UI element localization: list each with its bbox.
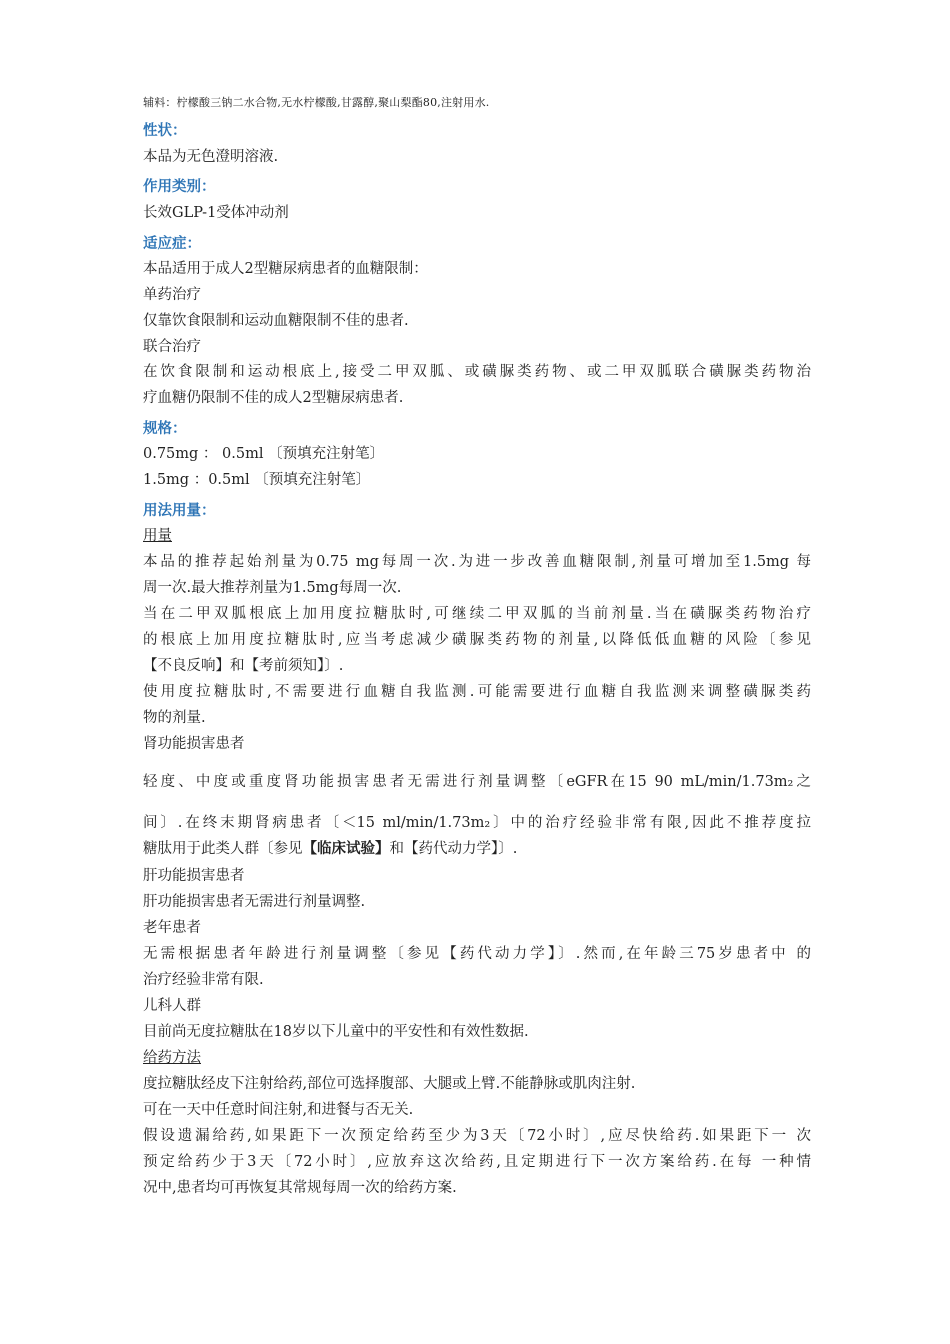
dose-text-2: 周一次.最大推荐剂量为1.5mg每周一次. xyxy=(143,580,402,596)
administration-text-5: 况中,患者均可再恢复其常规每周一次的给药方案. xyxy=(143,1180,457,1196)
heading-properties: 性状： xyxy=(143,123,187,139)
renal-text-3a: 糖肽用于此类人群〔参见 xyxy=(143,841,303,857)
heading-usage: 用法用量： xyxy=(143,503,216,519)
dose-text-4: 的根底上加用度拉糖肽时,应当考虑减少磺脲类药物的剂量,以降低低血糖的风险〔参见 xyxy=(143,632,811,648)
dose-text-7: 物的剂量. xyxy=(143,710,206,726)
indications-combo-title: 联合治疗 xyxy=(143,339,201,355)
indications-combo-text-2: 疗血糖仍限制不佳的成人2型糖尿病患者. xyxy=(143,390,404,406)
renal-text-3 xyxy=(143,839,811,859)
hepatic-subheading: 肝功能损害患者 xyxy=(143,868,245,884)
administration-text-1: 度拉糖肽经皮下注射给药,部位可选择腹部、大腿或上臂.不能静脉或肌肉注射. xyxy=(143,1076,636,1092)
renal-text-2: 间〕.在终末期肾病患者〔＜15 ml/min/1.73m₂〕中的治疗经验非常有限,因此不推荐度拉 xyxy=(143,815,811,831)
administration-text-2: 可在一天中任意时间注射,和进餐与否无关. xyxy=(143,1102,414,1118)
elderly-subheading: 老年患者 xyxy=(143,920,201,936)
renal-text-3c: 和【药代动力学】〕. xyxy=(389,841,518,857)
hepatic-text: 肝功能损害患者无需进行剂量调整. xyxy=(143,894,366,910)
elderly-text-1: 无需根据患者年龄进行剂量调整〔参见【药代动力学】〕.然而,在年龄三75岁患者中 的 xyxy=(143,946,811,962)
dose-text-5: 【不良反响】和【考前须知】〕. xyxy=(143,658,344,674)
heading-indications: 适应症： xyxy=(143,236,201,252)
indications-mono-title: 单药治疗 xyxy=(143,287,201,303)
properties-text: 本品为无色澄明溶液. xyxy=(143,149,279,165)
indications-combo-text-1: 在饮食限制和运动根底上,接受二甲双胍、或磺脲类药物、或二甲双胍联合磺脲类药物治 xyxy=(143,364,811,380)
pediatric-subheading: 儿科人群 xyxy=(143,998,201,1014)
dose-text-1: 本品的推荐起始剂量为0.75 mg每周一次.为进一步改善血糖限制,剂量可增加至1.5mg 每 xyxy=(143,554,811,570)
administration-subheading: 给药方法 xyxy=(143,1050,201,1066)
pediatric-text: 目前尚无度拉糖肽在18岁以下儿童中的平安性和有效性数据. xyxy=(143,1024,529,1040)
heading-spec: 规格： xyxy=(143,421,187,437)
dose-text-3: 当在二甲双胍根底上加用度拉糖肽时,可继续二甲双胍的当前剂量.当在磺脲类药物治疗 xyxy=(143,606,811,622)
renal-text-1: 轻度、中度或重度肾功能损害患者无需进行剂量调整〔eGFR在15 90 mL/min/1.73m₂之 xyxy=(143,774,811,790)
clinical-trials-ref: 【临床试验】 xyxy=(302,841,390,857)
excipients-text: 辅料：柠檬酸三钠二水合物,无水柠檬酸,甘露醇,聚山梨酯80,注射用水. xyxy=(143,96,490,109)
spec-line-1: 0.75mg ： 0.5ml 〔预填充注射笔〕 xyxy=(143,446,385,462)
indications-mono-text: 仅靠饮食限制和运动血糖限制不佳的患者. xyxy=(143,313,409,329)
renal-subheading: 肾功能损害患者 xyxy=(143,736,245,752)
dose-text-6: 使用度拉糖肽时,不需要进行血糖自我监测.可能需要进行血糖自我监测来调整磺脲类药 xyxy=(143,684,811,700)
category-text: 长效GLP-1受体冲动剂 xyxy=(143,205,289,221)
heading-category: 作用类别： xyxy=(143,179,216,195)
administration-text-4: 预定给药少于3天〔72小时〕,应放弃这次给药,且定期进行下一次方案给药.在每 一种情 xyxy=(143,1154,811,1170)
elderly-text-2: 治疗经验非常有限. xyxy=(143,972,264,988)
spec-line-2: 1.5mg ：0.5ml 〔预填充注射笔〕 xyxy=(143,472,371,488)
indications-intro: 本品适用于成人2型糖尿病患者的血糖限制： xyxy=(143,261,428,277)
administration-text-3: 假设遗漏给药,如果距下一次预定给药至少为3天〔72小时〕,应尽快给药.如果距下一 次 xyxy=(143,1128,811,1144)
dose-subheading: 用量 xyxy=(143,528,172,544)
